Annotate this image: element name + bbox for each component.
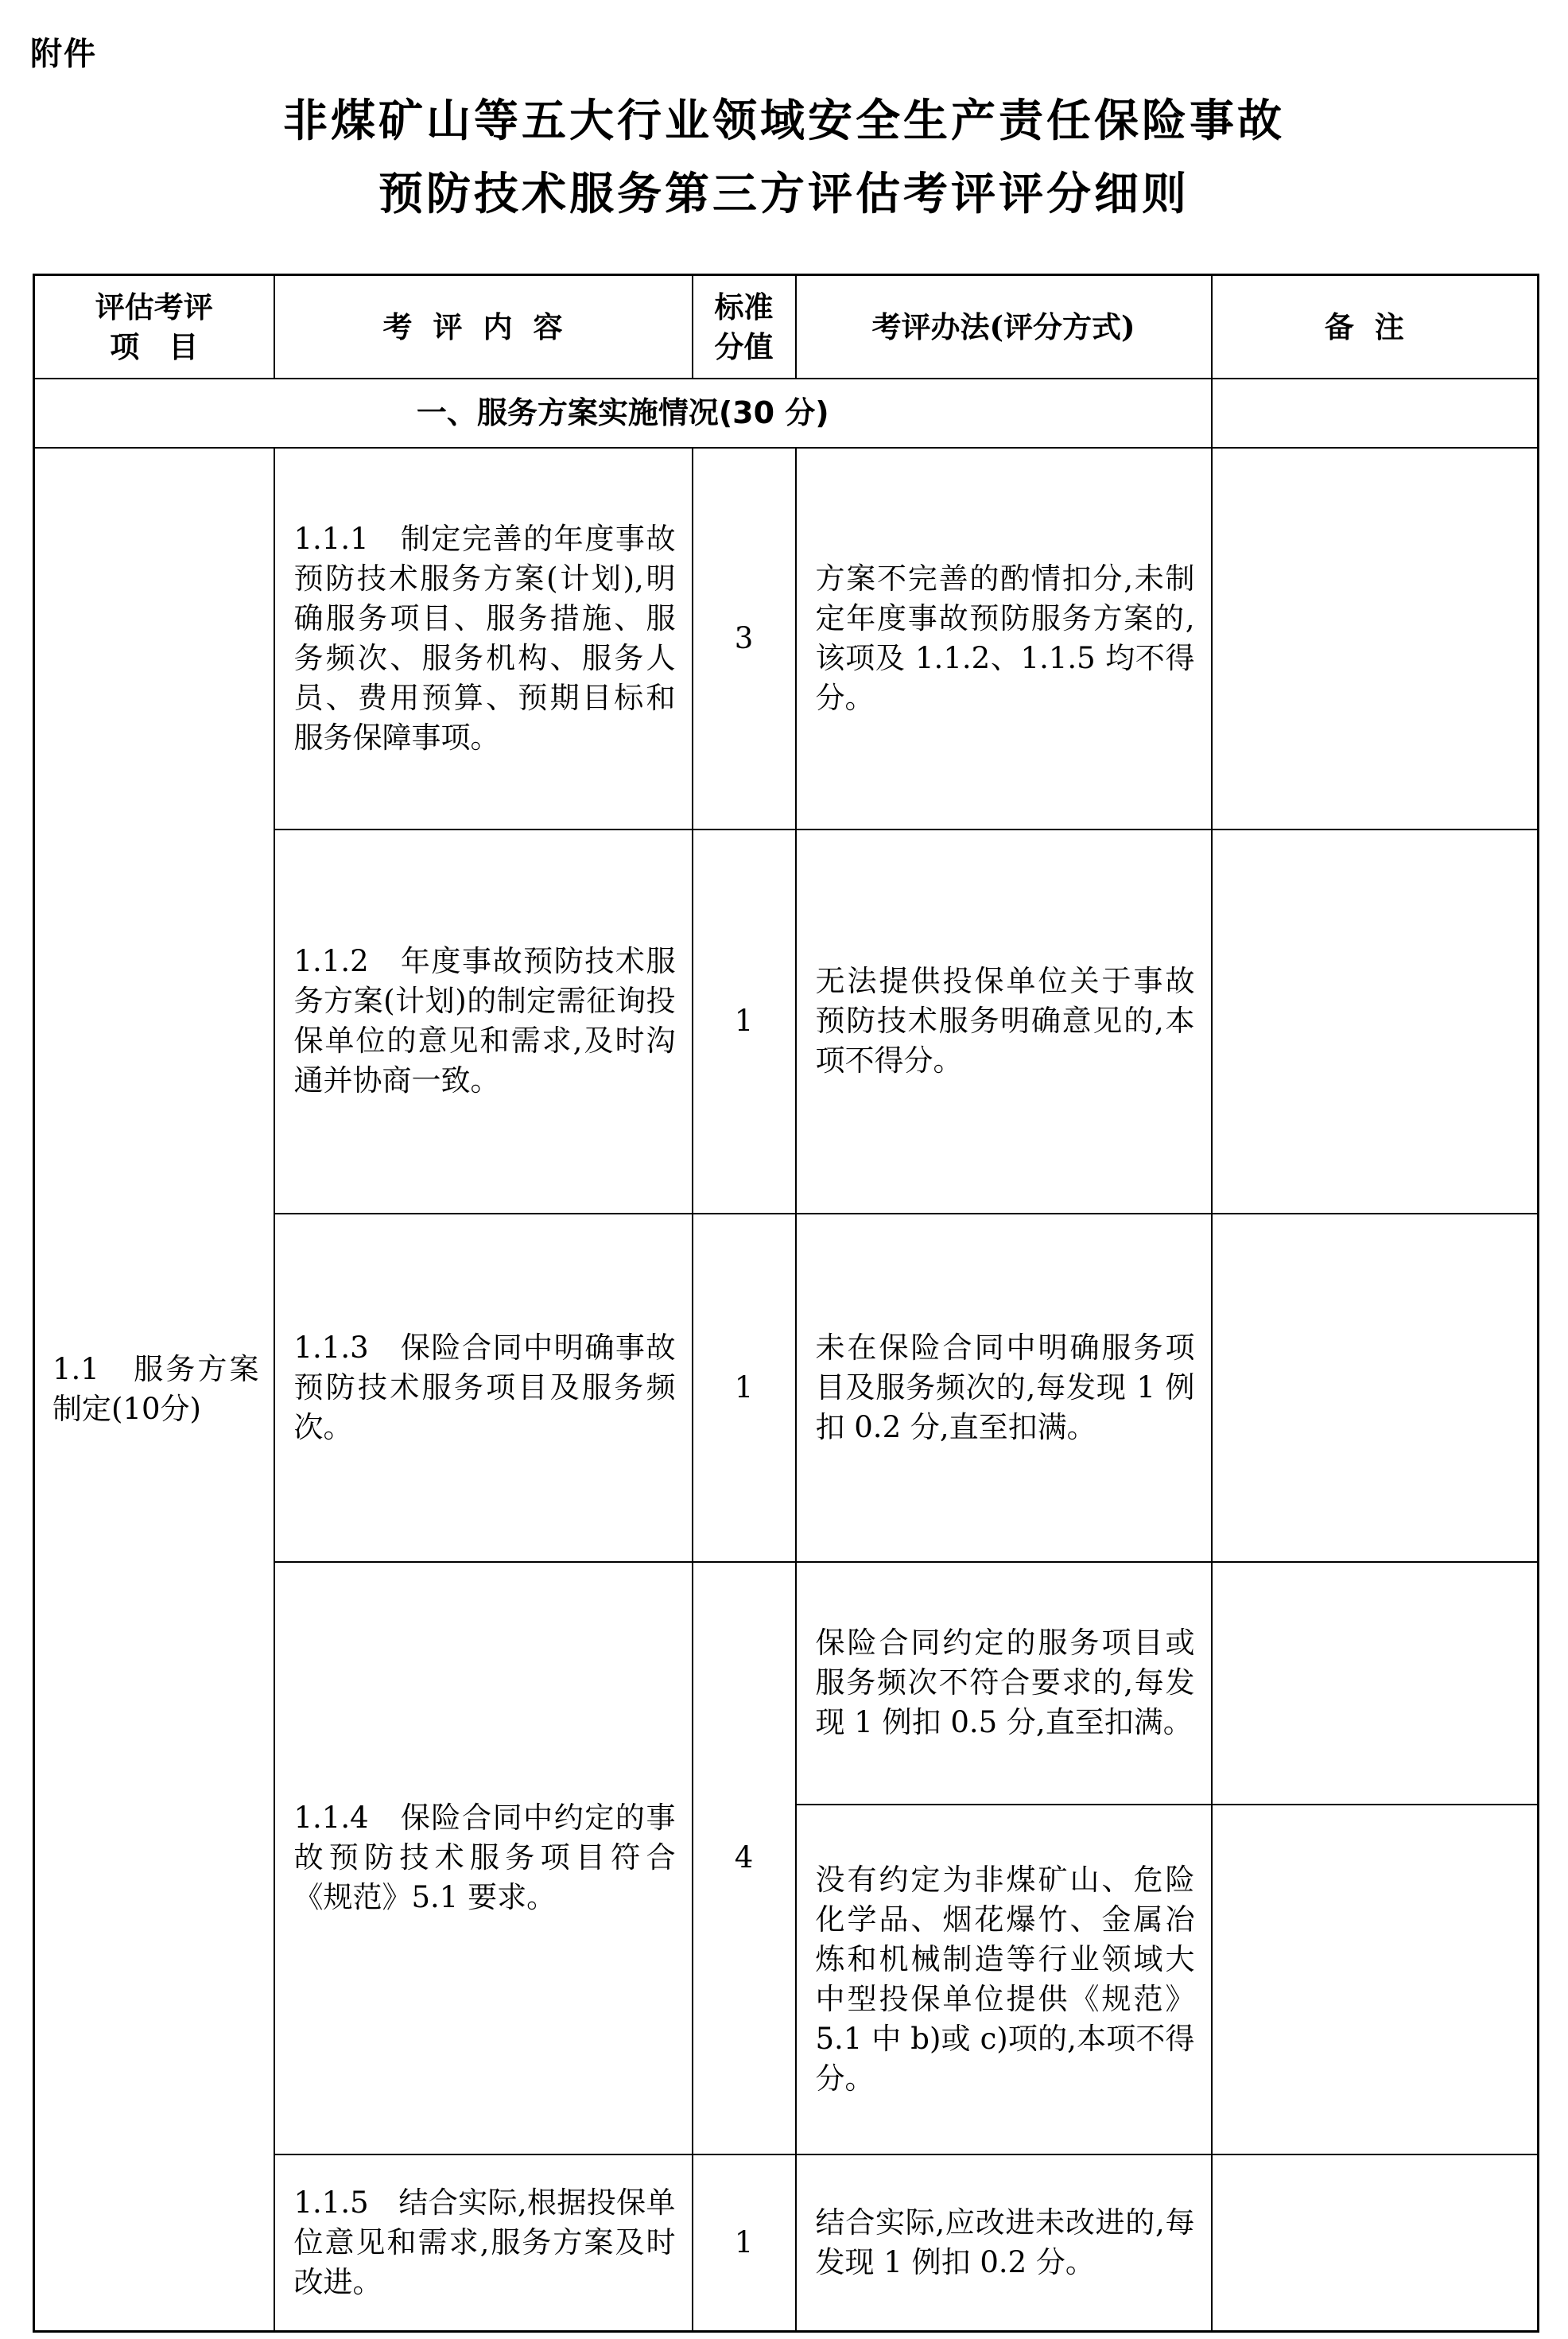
header-item: 评估考评 项 目 xyxy=(34,275,274,379)
method-cell: 方案不完善的酌情扣分,未制定年度事故预防服务方案的,该项及 1.1.2、1.1.5 均不得分。 xyxy=(796,448,1212,830)
method-cell-b: 没有约定为非煤矿山、危险化学品、烟花爆竹、金属冶炼和机械制造等行业领域大中型投保单位提供《规范》5.1 中 b)或 c)项的,本项不得分。 xyxy=(796,1805,1212,2154)
table-row xyxy=(34,448,1539,830)
table-header-row xyxy=(34,275,1539,379)
method-cell: 结合实际,应改进未改进的,每发现 1 例扣 0.2 分。 xyxy=(796,2154,1212,2332)
content-cell: 1.1.3 保险合同中明确事故预防技术服务项目及服务频次。 xyxy=(274,1214,693,1562)
content-cell: 1.1.2 年度事故预防技术服务方案(计划)的制定需征询投保单位的意见和需求,及时沟通并协商一致。 xyxy=(274,830,693,1214)
header-score: 标准 分值 xyxy=(693,275,796,379)
content-cell: 1.1.1 制定完善的年度事故预防技术服务方案(计划),明确服务项目、服务措施、服务频次、服务机构、服务人员、费用预算、预期目标和服务保障事项。 xyxy=(274,448,693,830)
document-title-line-2: 预防技术服务第三方评估考评评分细则 xyxy=(378,169,1190,220)
header-content: 考评内容 xyxy=(274,275,693,379)
section-title: 一、服务方案实施情况(30 分) xyxy=(34,379,1212,448)
method-cell: 未在保险合同中明确服务项目及服务频次的,每发现 1 例扣 0.2 分,直至扣满。 xyxy=(796,1214,1212,1562)
remark-cell xyxy=(1212,448,1539,830)
score-cell: 1 xyxy=(693,2154,796,2332)
document-title-line-1: 非煤矿山等五大行业领域安全生产责任保险事故 xyxy=(283,95,1285,147)
group-item-1-1: 1.1 服务方案制定(10分) xyxy=(34,448,274,2332)
remark-cell xyxy=(1212,379,1539,448)
score-cell: 1 xyxy=(693,830,796,1214)
method-cell-a: 保险合同约定的服务项目或服务频次不符合要求的,每发现 1 例扣 0.5 分,直至扣满。 xyxy=(796,1562,1212,1805)
remark-cell xyxy=(1212,1805,1539,2154)
remark-cell xyxy=(1212,2154,1539,2332)
method-cell: 无法提供投保单位关于事故预防技术服务明确意见的,本项不得分。 xyxy=(796,830,1212,1214)
scoring-table xyxy=(33,274,1539,2333)
remark-cell xyxy=(1212,1214,1539,1562)
section-row xyxy=(34,379,1539,448)
remark-cell xyxy=(1212,830,1539,1214)
score-cell: 1 xyxy=(693,1214,796,1562)
attachment-label: 附件 xyxy=(30,36,97,72)
remark-cell xyxy=(1212,1562,1539,1805)
score-cell: 3 xyxy=(693,448,796,830)
header-remark: 备注 xyxy=(1212,275,1539,379)
content-cell: 1.1.5 结合实际,根据投保单位意见和需求,服务方案及时改进。 xyxy=(274,2154,693,2332)
header-method: 考评办法(评分方式) xyxy=(796,275,1212,379)
score-cell: 4 xyxy=(693,1562,796,2154)
content-cell: 1.1.4 保险合同中约定的事故预防技术服务项目符合《规范》5.1 要求。 xyxy=(274,1562,693,2154)
